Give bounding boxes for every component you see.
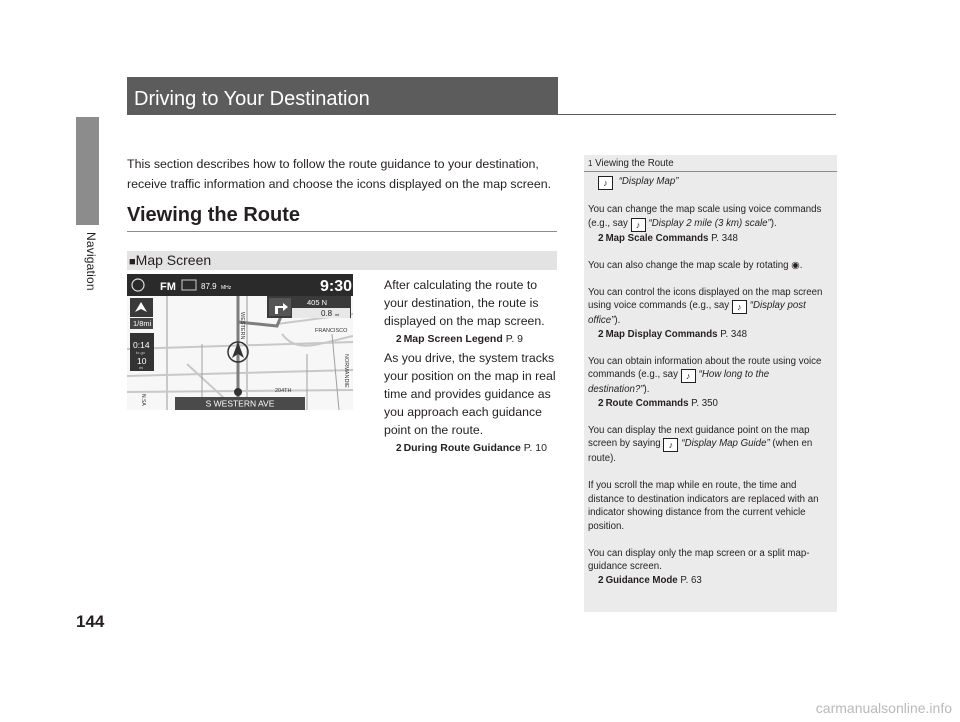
reference-page: P. 10	[523, 442, 547, 454]
map-label: 204TH	[275, 388, 292, 394]
title-rule	[558, 114, 836, 115]
body-paragraph-1: After calculating the route to your destination, the route is displayed on the map screen.	[384, 278, 545, 328]
next-road-name: 405 N	[307, 298, 328, 307]
watermark: carmanualsonline.info	[815, 700, 952, 716]
map-scale: 1/8mi	[133, 319, 152, 328]
reference-page: P. 348	[711, 232, 738, 244]
reference-title: Guidance Mode	[605, 574, 678, 586]
subsection-marker: ■	[129, 256, 136, 268]
voice-command: “Display post office”	[588, 300, 806, 326]
page-title: Driving to Your Destination	[134, 88, 370, 110]
body-text	[384, 276, 564, 458]
note-paragraph: If you scroll the map while en route, the time and distance to destination indicators are replaced with an indicator showing distance from the current vehicle position.	[588, 480, 819, 532]
cross-reference	[396, 330, 564, 349]
reference-title: Map Screen Legend	[403, 333, 503, 345]
subsection-heading	[129, 252, 211, 268]
next-guidance-distance: 0.8	[321, 309, 333, 318]
note-paragraph: You can change the map scale using voice commands (e.g., say ♪ “Display 2 mile (3 km) scale”). 2 Map Scale Commands P. 348	[588, 204, 822, 244]
radio-frequency: 87.9	[201, 282, 217, 291]
reference-page: P. 9	[505, 333, 524, 345]
side-note-heading	[588, 157, 830, 171]
clock-time: 9:30	[320, 278, 353, 295]
note-marker: 1	[588, 159, 593, 168]
note-paragraph: You can display the next guidance point on the map screen by saying ♪ “Display Map Guide” (when en route).	[588, 424, 813, 464]
note-command	[588, 175, 830, 190]
talk-button-icon: ♪	[598, 176, 613, 190]
reference-arrow-icon: 2	[396, 443, 402, 454]
page-number: 144	[76, 612, 105, 631]
reference-page: P. 63	[680, 574, 702, 586]
section-heading: Viewing the Route	[127, 204, 300, 226]
reference-page: P. 350	[691, 397, 718, 409]
eta-time: 0:14	[133, 340, 150, 350]
reference-arrow-icon: 2	[598, 232, 604, 244]
cross-reference	[588, 575, 702, 586]
map-label: NORMANDIE	[343, 354, 349, 388]
eta-to-go: to go	[136, 350, 145, 355]
reference-title: Route Commands	[605, 397, 689, 409]
note-paragraph: You can also change the map scale by rotating ◉.	[588, 259, 803, 271]
chapter-tab	[76, 117, 99, 225]
map-label: N.SA	[140, 394, 146, 406]
map-screen-image	[127, 274, 353, 410]
side-note	[588, 157, 830, 601]
eta-distance: 10	[137, 356, 147, 366]
reference-title: During Route Guidance	[403, 442, 521, 454]
current-street-name: S WESTERN AVE	[205, 398, 275, 409]
cross-reference	[588, 233, 738, 244]
map-label: WESTERN	[239, 312, 245, 340]
note-paragraph: You can display only the map screen or a split map-guidance screen. 2 Guidance Mode P. 63	[588, 547, 810, 586]
radio-band: FM	[160, 281, 176, 293]
subsection-label: Map Screen	[135, 252, 212, 268]
voice-command: “How long to the destination?”	[588, 369, 770, 395]
interface-dial-icon: ◉	[791, 259, 800, 271]
talk-button-icon: ♪	[732, 300, 747, 314]
talk-button-icon: ♪	[681, 369, 696, 383]
reference-title: Map Display Commands	[605, 328, 718, 340]
talk-button-icon: ♪	[631, 218, 646, 232]
voice-command: “Display Map Guide”	[681, 438, 770, 449]
reference-arrow-icon: 2	[396, 334, 402, 345]
note-paragraph: You can obtain information about the route using voice commands (e.g., say ♪ “How long to the destination?”). 2 Route Commands P. 350	[588, 355, 822, 409]
cross-reference	[396, 439, 564, 458]
reference-arrow-icon: 2	[598, 574, 604, 586]
cross-reference	[588, 398, 718, 409]
next-guidance-distance-unit: mi	[335, 312, 340, 317]
section-rule	[127, 231, 557, 232]
voice-command: “Display 2 mile (3 km) scale”	[648, 217, 771, 229]
note-paragraph: You can control the icons displayed on the map screen using voice commands (e.g., say ♪ “Display post office”). 2 Map Display Commands P. 348	[588, 286, 823, 340]
talk-button-icon: ♪	[663, 438, 678, 452]
side-note-title: Viewing the Route	[595, 158, 674, 169]
cross-reference	[588, 329, 747, 340]
chapter-label: Navigation	[84, 232, 98, 291]
reference-arrow-icon: 2	[598, 328, 604, 340]
voice-command: “Display Map”	[618, 175, 679, 187]
reference-page: P. 348	[720, 328, 748, 340]
eta-distance-unit: mi	[139, 365, 144, 370]
intro-paragraph: This section describes how to follow the route guidance to your destination, receive traffic information and choose the icons displayed on the map screen.	[127, 157, 552, 191]
map-label: FRANCISCO	[315, 328, 348, 334]
reference-arrow-icon: 2	[598, 397, 604, 409]
radio-frequency-unit: MHz	[221, 285, 232, 291]
body-paragraph-2: As you drive, the system tracks your position on the map in real time and provides guidance as you approach each guidance point on the route.	[384, 351, 556, 437]
reference-title: Map Scale Commands	[605, 232, 709, 244]
